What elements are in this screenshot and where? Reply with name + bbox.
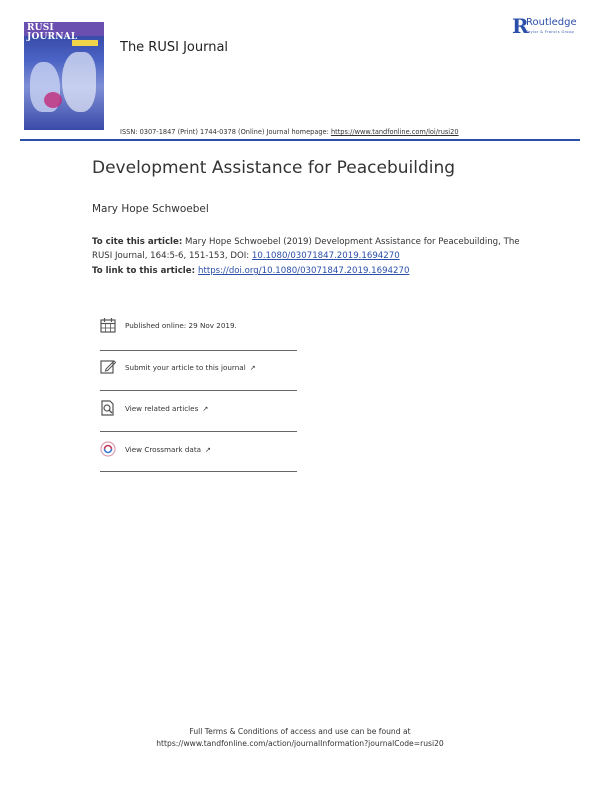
related-articles-label: View related articles <box>125 404 199 413</box>
citation <box>92 236 522 263</box>
citation-label: To cite this article: <box>92 237 183 247</box>
divider <box>100 350 297 351</box>
citation-text: Mary Hope Schwoebel (2019) Development Assistance for Peacebuilding, The RUSI Journal, 164:5-6, 151-153, DOI: <box>92 237 520 261</box>
footer-terms: Full Terms & Conditions of access and use can be found at <box>189 727 411 736</box>
issn-text: ISSN: 0307-1847 (Print) 1744-0378 (Online) Journal homepage: <box>120 128 331 136</box>
doi-link[interactable]: 10.1080/03071847.2019.1694270 <box>251 250 400 261</box>
external-link-icon: ↗ <box>249 364 256 372</box>
publisher-name: Routledge <box>526 17 577 28</box>
divider <box>100 471 297 472</box>
header-divider <box>20 139 580 141</box>
footer <box>0 726 600 750</box>
routledge-logo-icon: R <box>512 14 529 38</box>
publisher-tagline: Taylor & Francis Group <box>526 30 575 34</box>
issn-line <box>120 128 459 136</box>
journal-cover-image <box>24 22 104 130</box>
divider <box>100 431 297 432</box>
footer-terms-link[interactable]: https://www.tandfonline.com/action/journalInformation?journalCode=rusi20 <box>156 739 444 748</box>
external-link-icon: ↗ <box>205 446 211 454</box>
article-title: Development Assistance for Peacebuilding <box>92 158 456 178</box>
search-document-icon <box>100 400 116 416</box>
crossmark-icon <box>100 441 116 457</box>
journal-title: The RUSI Journal <box>120 40 229 55</box>
submit-article-label: Submit your article to this journal <box>125 363 246 372</box>
published-online-label: Published online: 29 Nov 2019. <box>125 321 237 330</box>
article-author: Mary Hope Schwoebel <box>92 203 209 215</box>
calendar-icon <box>100 317 116 333</box>
divider <box>100 390 297 391</box>
crossmark-label: View Crossmark data <box>125 445 202 454</box>
cover-title: RUSI JOURNAL <box>27 23 78 42</box>
edit-icon <box>100 359 116 375</box>
link-label: To link to this article: <box>92 266 199 276</box>
article-link-line <box>92 266 409 276</box>
article-url-link[interactable]: https://doi.org/10.1080/03071847.2019.1694270 <box>198 266 410 276</box>
external-link-icon: ↗ <box>202 405 209 413</box>
journal-homepage-link[interactable]: https://www.tandfonline.com/loi/rusi20 <box>330 128 459 136</box>
publisher-logo[interactable] <box>512 16 592 40</box>
